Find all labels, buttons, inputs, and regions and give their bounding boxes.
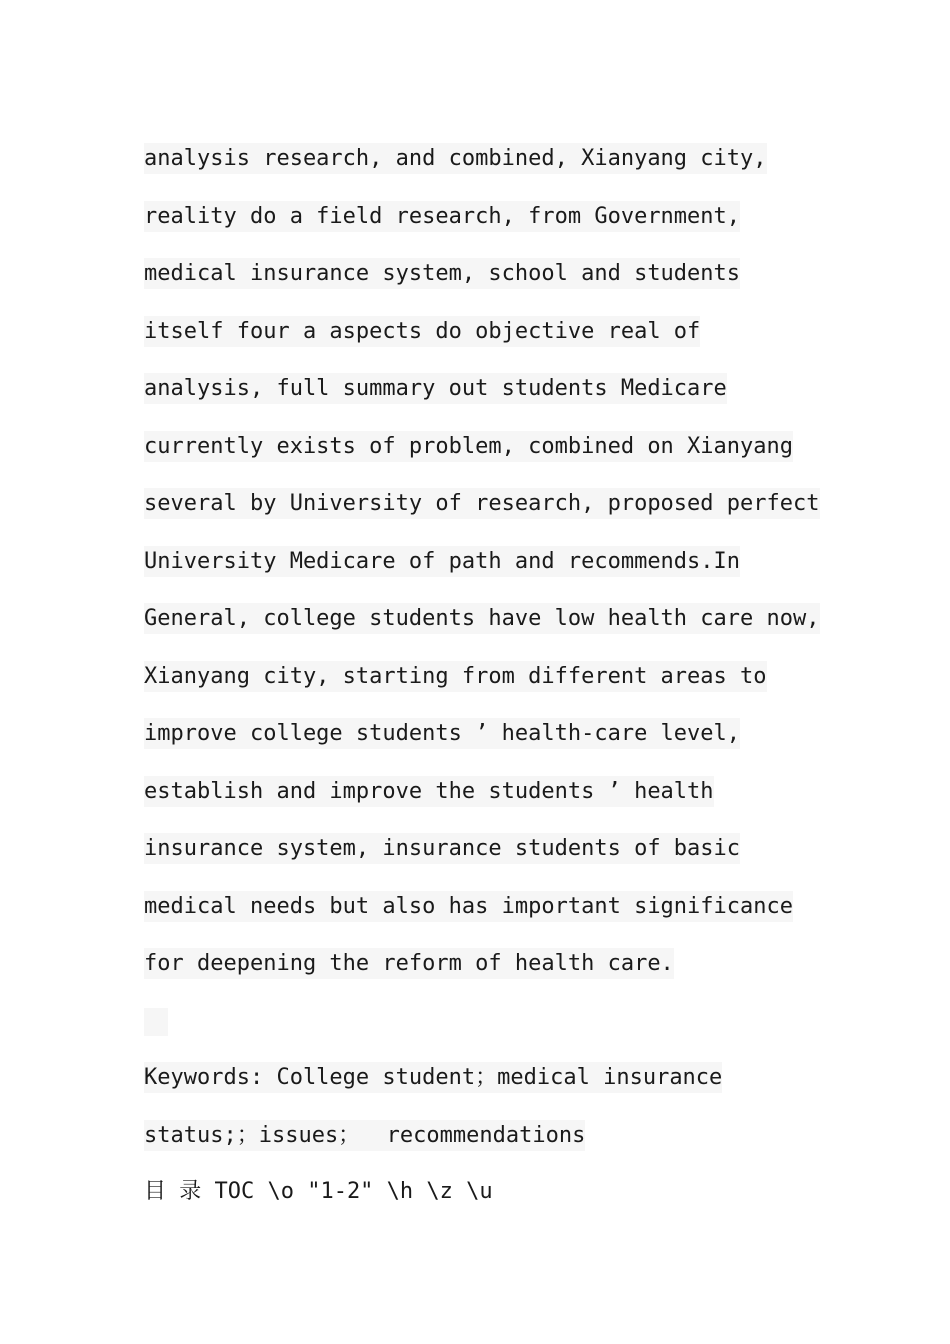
abstract-line: University Medicare of path and recommends.In [144, 533, 824, 591]
abstract-paragraph [144, 130, 824, 1050]
toc-field-code: 目 录 TOC \o "1-2" \h \z \u [144, 1179, 493, 1204]
abstract-line: Xianyang city, starting from different areas to [144, 648, 824, 706]
abstract-line: analysis, full summary out students Medicare [144, 360, 824, 418]
keywords-paragraph [144, 1049, 824, 1164]
abstract-line: establish and improve the students ’ health [144, 763, 824, 821]
abstract-line: medical insurance system, school and students [144, 245, 824, 303]
abstract-line: medical needs but also has important significance [144, 878, 824, 936]
blank-line [144, 993, 824, 1051]
abstract-line: General, college students have low health care now, [144, 590, 824, 648]
abstract-line: improve college students ’ health-care level, [144, 705, 824, 763]
abstract-line: for deepening the reform of health care. [144, 935, 824, 993]
keywords-line: Keywords: College student；medical insurance [144, 1049, 824, 1107]
abstract-line: insurance system, insurance students of basic [144, 820, 824, 878]
abstract-line: reality do a field research, from Government, [144, 188, 824, 246]
keywords-line: status;；issues； recommendations [144, 1107, 824, 1165]
abstract-line: analysis research, and combined, Xianyang city, [144, 130, 824, 188]
abstract-line: currently exists of problem, combined on Xianyang [144, 418, 824, 476]
abstract-line: several by University of research, proposed perfect [144, 475, 824, 533]
abstract-line: itself four a aspects do objective real of [144, 303, 824, 361]
empty-highlight [144, 1008, 168, 1036]
